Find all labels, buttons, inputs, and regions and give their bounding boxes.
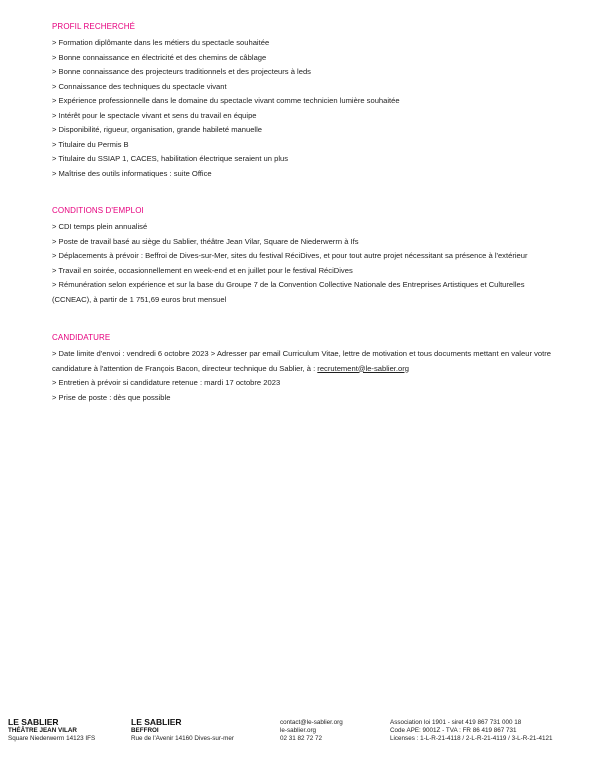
list-item: > Prise de poste : dès que possible — [52, 392, 171, 402]
list-item: > Bonne connaissance en électricité et des chemins de câblage — [52, 52, 267, 62]
conditions-section — [52, 206, 552, 307]
footer-association: Association loi 1901 - siret 419 867 731 000 18 — [390, 719, 522, 726]
list-item: > Formation diplômante dans les métiers du spectacle souhaitée — [52, 38, 270, 47]
footer-ape: Code APE: 9001Z - TVA : FR 86 419 867 731 — [390, 727, 517, 735]
footer-venue: THÉÂTRE JEAN VILAR — [8, 727, 77, 734]
footer-legal — [390, 719, 553, 744]
footer-name: LE SABLIER — [8, 717, 59, 727]
profil-section — [52, 22, 552, 181]
recruitment-email-link[interactable]: recrutement@le-sablier.org — [317, 363, 409, 373]
section-title: CONDITIONS D'EMPLOI — [52, 206, 144, 215]
footer — [0, 717, 595, 757]
list-item: > Déplacements à prévoir : Beffroi de Dives-sur-Mer, sites du festival RéciDives, et pour tout autre projet nécessitant sa présence à l'extérieur — [52, 251, 528, 260]
list-item: > CDI temps plein annualisé — [52, 222, 148, 231]
list-item: > Intérêt pour le spectacle vivant et sens du travail en équipe — [52, 110, 257, 120]
candidature-section — [52, 333, 552, 405]
footer-venue: BEFFROI — [131, 727, 159, 734]
list-item: > Titulaire du Permis B — [52, 139, 129, 149]
footer-name: LE SABLIER — [131, 717, 182, 727]
section-title: PROFIL RECHERCHÉ — [52, 22, 136, 31]
list-item: > Expérience professionnelle dans le domaine du spectacle vivant comme technicien lumière souhaitée — [52, 96, 400, 105]
list-item: > Travail en soirée, occasionnellement en week-end et en juillet pour le festival RéciDives — [52, 265, 353, 275]
footer-contact — [280, 719, 343, 744]
list-item: > Entretien à prévoir si candidature retenue : mardi 17 octobre 2023 — [52, 378, 281, 387]
footer-website-link[interactable]: le-sablier.org — [280, 727, 317, 735]
list-item: > Bonne connaissance des projecteurs traditionnels et des projecteurs à leds — [52, 67, 311, 76]
list-item: > Connaissance des techniques du spectacle vivant — [52, 81, 227, 91]
footer-address: Rue de l'Avenir 14160 Dives-sur-mer — [131, 735, 234, 742]
deadline-text: > Date limite d'envoi : vendredi 6 octobre 2023 > Adresser par email Curriculum Vitae, lettre de motivation et tous documents mettant en valeur votre candidature à l'attention de François Bacon, directeur technique du Sablier, à : — [52, 349, 551, 373]
footer-licences: Licenses : 1-L-R-21-4118 / 2-L-R-21-4119 / 3-L-R-21-4121 — [390, 735, 553, 743]
list-item — [52, 347, 552, 376]
footer-venue-ifs — [8, 717, 95, 743]
footer-phone: 02 31 82 72 72 — [280, 735, 323, 743]
footer-email-link[interactable]: contact@le-sablier.org — [280, 719, 343, 726]
section-title: CANDIDATURE — [52, 333, 111, 342]
list-item: > Poste de travail basé au siège du Sablier, théâtre Jean Vilar, Square de Niederwerrn à Ifs — [52, 236, 359, 246]
list-item: > Titulaire du SSIAP 1, CACES, habilitation électrique seraient un plus — [52, 154, 289, 163]
list-item: > Maîtrise des outils informatiques : suite Office — [52, 168, 212, 178]
footer-address: Square Niederwerrn 14123 IFS — [8, 735, 96, 742]
list-item: > Disponibilité, rigueur, organisation, grande habileté manuelle — [52, 125, 263, 134]
list-item: > Rémunération selon expérience et sur la base du Groupe 7 de la Convention Collective Nationale des Entreprises Artistiques et Culturelles (CCNEAC), à partir de 1 751,69 euros brut mensuel — [52, 280, 525, 304]
footer-venue-dives — [131, 717, 234, 743]
